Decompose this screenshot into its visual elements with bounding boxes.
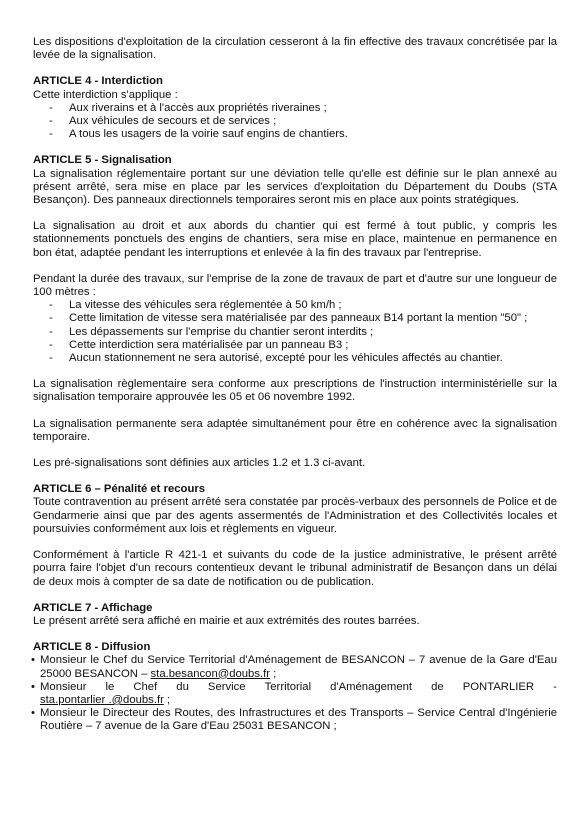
- list-item: - Aux riverains et à l'accès aux propriétés riveraines ;: [33, 102, 557, 115]
- word: Service: [207, 680, 246, 693]
- recipient-end: ;: [163, 693, 171, 706]
- intro-paragraph: Les dispositions d'exploitation de la circulation cesseront à la fin effective des travaux concrétisée par la levée de la signalisation.: [33, 36, 557, 62]
- article-6-paragraph-2: Conformément à l'article R 421-1 et suivants du code de la justice administrative, le présent arrêté pourra faire l'objet d'un recours contentieux devant le tribunal administratif de Besançon dans un délai de deux mois à compter de sa date de notification ou de publication.: [33, 549, 557, 588]
- word: PONTARLIER: [462, 680, 535, 693]
- list-item: - Aucun stationnement ne sera autorisé, excepté pour les véhicules affectés au chantier.: [33, 352, 557, 365]
- article-5-paragraph-2: La signalisation au droit et aux abords du chantier qui est fermé à tout public, y compris les stationnements ponctuels des engins de chantiers, sera mise en place, maintenue en permanence en bon état, adaptée pendant les interruptions et enlevée à la fin des travaux par l'entreprise.: [33, 220, 557, 259]
- article-5-paragraph-1: La signalisation réglementaire portant sur une déviation telle qu'elle est définie sur le plan annexé au présent arrêté, sera mise en place par les services d'exploitation du Département du Doubs (STA Besançon). Des panneaux directionnels temporaires seront mis en place aux points stratégiques.: [33, 167, 557, 207]
- list-item: • Monsieur le Directeur des Routes, des Infrastructures et des Transports – Service Central d'Ingénierie Routière – 7 avenue de la Gare d'Eau 25031 BESANCON ;: [33, 707, 557, 733]
- article-4-lead: Cette interdiction s'applique :: [33, 88, 178, 101]
- article-4-list: [33, 102, 557, 142]
- recipient-text: Monsieur le Chef du Service Territorial d'Aménagement de BESANCON – 7 avenue de la Gare d'Eau 25000 BESANCON –: [40, 654, 557, 680]
- word: Territorial: [264, 680, 312, 693]
- list-item: - Cette limitation de vitesse sera matérialisée par des panneaux B14 portant la mention "50" ;: [33, 312, 557, 325]
- article-4-heading: ARTICLE 4 - Interdiction: [33, 75, 163, 88]
- list-item: - A tous les usagers de la voirie sauf engins de chantiers.: [33, 128, 557, 141]
- article-5-list: [33, 299, 557, 365]
- word: le: [105, 680, 115, 693]
- article-7-paragraph: Le présent arrêté sera affiché en mairie et aux extrémités des routes barrées.: [33, 614, 420, 627]
- article-5-heading: ARTICLE 5 - Signalisation: [33, 154, 172, 167]
- list-item: [33, 681, 557, 707]
- list-item: - Les dépassements sur l'emprise du chantier seront interdits ;: [33, 326, 557, 339]
- article-5-paragraph-3: Pendant la durée des travaux, sur l'emprise de la zone de travaux de part et d'autre sur une longueur de 100 mètres :: [33, 272, 557, 299]
- email-link[interactable]: sta.besancon@doubs.fr: [150, 667, 271, 680]
- article-6-heading: ARTICLE 6 – Pénalité et recours: [33, 483, 206, 496]
- article-8-heading: ARTICLE 8 - Diffusion: [33, 641, 151, 654]
- email-link[interactable]: sta.pontarlier .@doubs.fr: [40, 693, 164, 706]
- article-7-heading: ARTICLE 7 - Affichage: [33, 601, 153, 614]
- word: d'Aménagement: [330, 680, 413, 693]
- list-item: - Cette interdiction sera matérialisée par un panneau B3 ;: [33, 339, 557, 352]
- word: Chef: [133, 680, 158, 693]
- list-item: - La vitesse des véhicules sera réglementée à 50 km/h ;: [33, 299, 557, 312]
- list-item: - Aux véhicules de secours et de services ;: [33, 115, 557, 128]
- word: -: [553, 680, 557, 693]
- article-8-list: [33, 654, 557, 733]
- word: • Monsieur: [40, 680, 87, 693]
- word: du: [176, 680, 189, 693]
- article-5-paragraph-6: Les pré-signalisations sont définies aux articles 1.2 et 1.3 ci-avant.: [33, 457, 366, 470]
- document-page: [33, 36, 557, 734]
- article-5-paragraph-4: La signalisation règlementaire sera conforme aux prescriptions de l'instruction interministérielle sur la signalisation temporaire approuvée les 05 et 06 novembre 1992.: [33, 378, 557, 404]
- word: de: [431, 680, 444, 693]
- recipient-line: [40, 681, 557, 694]
- recipient-end: ;: [270, 667, 277, 680]
- article-5-paragraph-5: La signalisation permanente sera adaptée simultanément pour être en cohérence avec la signalisation temporaire.: [33, 417, 557, 443]
- list-item: [33, 654, 557, 680]
- article-6-paragraph-1: Toute contravention au présent arrêté sera constatée par procès-verbaux des personnels de Police et de Gendarmerie ainsi que par des agents assermentés de l'Administration et des Collectivités locales et poursuivies conformément aux lois et règlements en vigueur.: [33, 496, 557, 535]
